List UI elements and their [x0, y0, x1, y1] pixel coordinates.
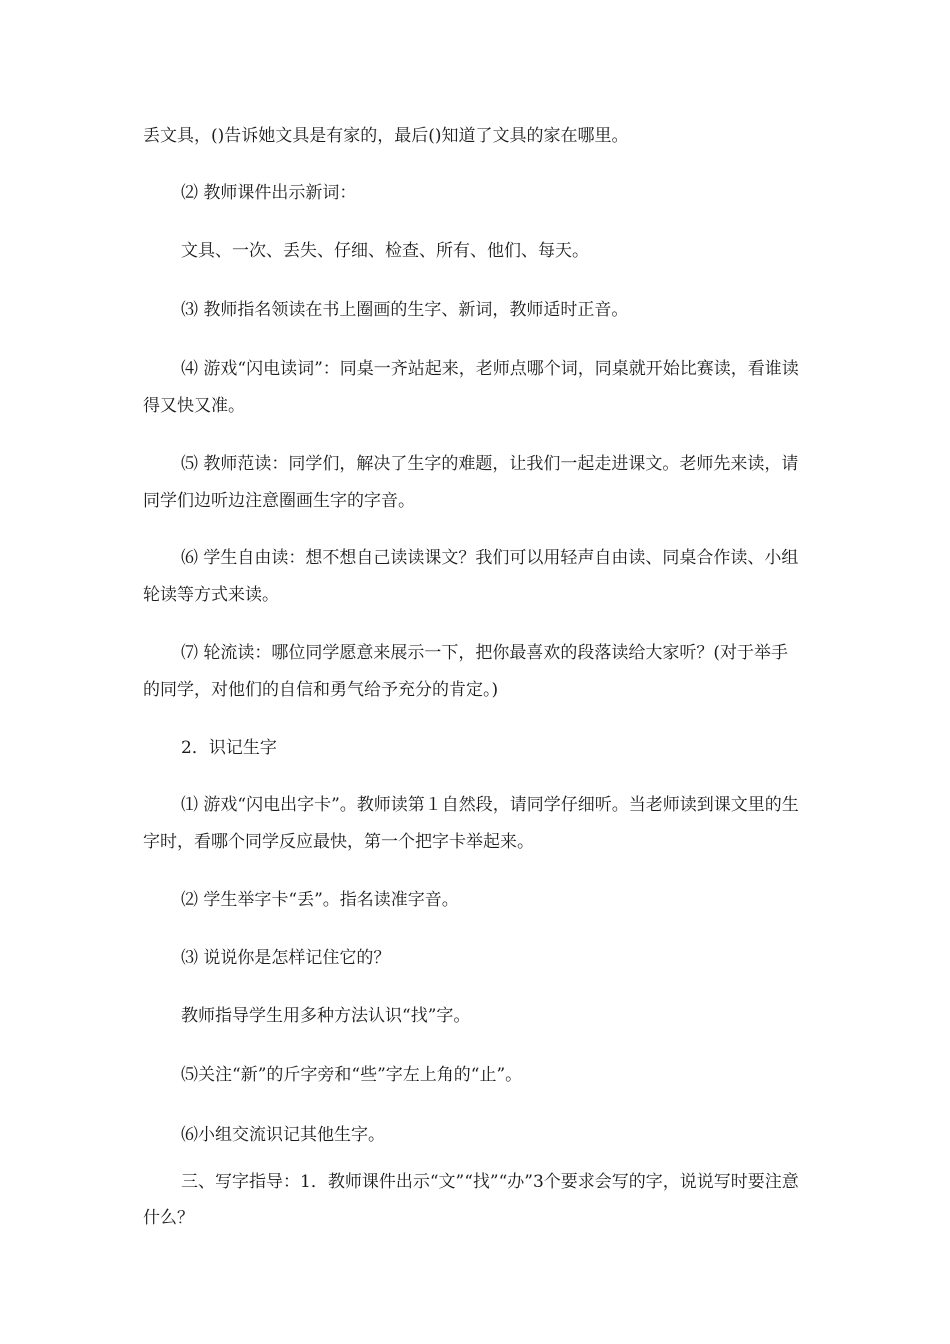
paragraph-12: 教师指导学生用多种方法认识“找”字。: [181, 1006, 471, 1026]
paragraph-11: ⑶ 说说你是怎样记住它的？: [181, 948, 391, 968]
paragraph-7: ⑹ 学生自由读：想不想自己读读课文？我们可以用轻声自由读、同桌合作读、小组轮读等方式来读。: [143, 548, 799, 605]
section-heading-3: 三、写字指导：1．教师课件出示“文”“找”“办”3个要求会写的字，说说写时要注意什么？: [143, 1172, 799, 1228]
paragraph-13: ⑸关注“新”的斤字旁和“些”字左上角的“止”。: [181, 1065, 523, 1085]
paragraph-6: ⑸ 教师范读：同学们，解决了生字的难题，让我们一起走进课文。老师先来读，请同学们边听边注意圈画生字的字音。: [143, 454, 799, 511]
paragraph-1: 丢文具，()告诉她文具是有家的，最后()知道了文具的家在哪里。: [143, 126, 629, 146]
paragraph-5: ⑷ 游戏“闪电读词”：同桌一齐站起来，老师点哪个词，同桌就开始比赛读，看谁读得又快又准。: [143, 359, 799, 416]
paragraph-9: ⑴ 游戏“闪电出字卡”。教师读第１自然段，请同学仔细听。当老师读到课文里的生字时，看哪个同学反应最快，第一个把字卡举起来。: [143, 795, 799, 852]
paragraph-10: ⑵ 学生举字卡“丢”。指名读准字音。: [181, 890, 459, 910]
section-heading-2: 2．识记生字: [181, 738, 277, 758]
paragraph-8: ⑺ 轮流读：哪位同学愿意来展示一下，把你最喜欢的段落读给大家听？(对于举手的同学，对他们的自信和勇气给予充分的肯定。): [143, 643, 789, 700]
paragraph-3: 文具、一次、丢失、仔细、检查、所有、他们、每天。: [181, 241, 589, 261]
paragraph-14: ⑹小组交流识记其他生字。: [181, 1125, 385, 1145]
paragraph-4: ⑶ 教师指名领读在书上圈画的生字、新词，教师适时正音。: [181, 300, 629, 320]
paragraph-2: ⑵ 教师课件出示新词：: [181, 183, 357, 203]
